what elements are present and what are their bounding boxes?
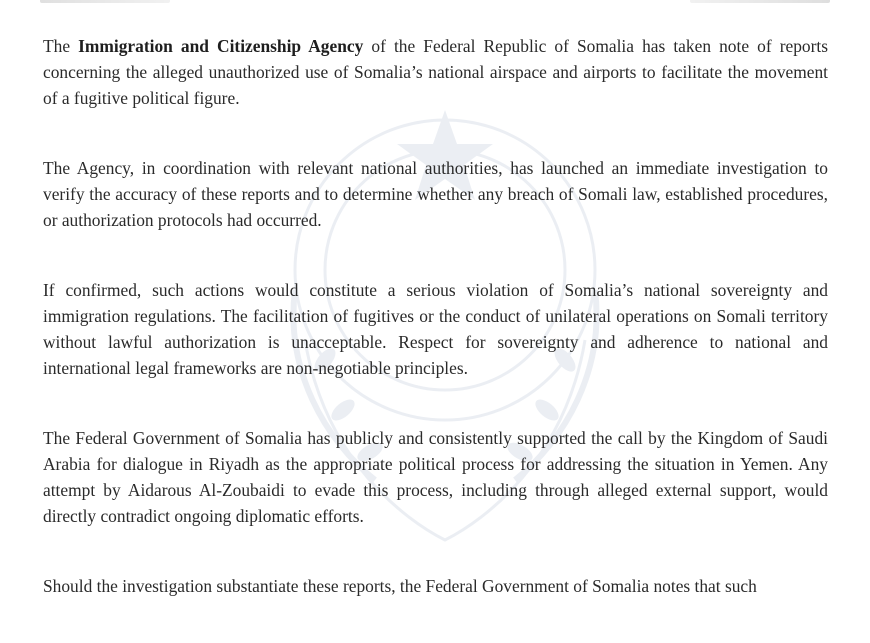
paragraph-3: If confirmed, such actions would constitute a serious violation of Somalia’s national sovereignty and immigration regulations. The facilitation of fugitives or the conduct of unilateral operations on Somali territory without lawful authorization is unacceptable. Respect for sovereignty and adherence to national and international legal frameworks are non-negotiable principles.	[43, 280, 828, 378]
paragraph-4: The Federal Government of Somalia has publicly and consistently supported the call by the Kingdom of Saudi Arabia for dialogue in Riyadh as the appropriate political process for addressing the situation in Yemen. Any attempt by Aidarous Al-Zoubaidi to evade this process, including through alleged external support, would directly contradict ongoing diplomatic efforts.	[43, 428, 828, 526]
agency-name: Immigration and Citizenship Agency	[78, 36, 364, 56]
paragraph-1-suffix: of the Federal Republic of Somalia has taken note of reports concerning the alleged unauthorized use of Somalia’s national airspace and airports to facilitate the movement of a fugitive political figure.	[43, 36, 828, 108]
header-reference-fragment	[690, 0, 830, 3]
paragraph-1	[43, 33, 828, 111]
paragraph-5: Should the investigation substantiate these reports, the Federal Government of Somalia notes that such	[43, 576, 757, 596]
header-fragment	[0, 0, 870, 8]
header-date-fragment	[40, 0, 170, 3]
letter-body	[43, 33, 828, 643]
paragraph-2: The Agency, in coordination with relevant national authorities, has launched an immediate investigation to verify the accuracy of these reports and to determine whether any breach of Somali law, established procedures, or authorization protocols had occurred.	[43, 158, 828, 230]
paragraph-1-prefix: The	[43, 36, 79, 56]
